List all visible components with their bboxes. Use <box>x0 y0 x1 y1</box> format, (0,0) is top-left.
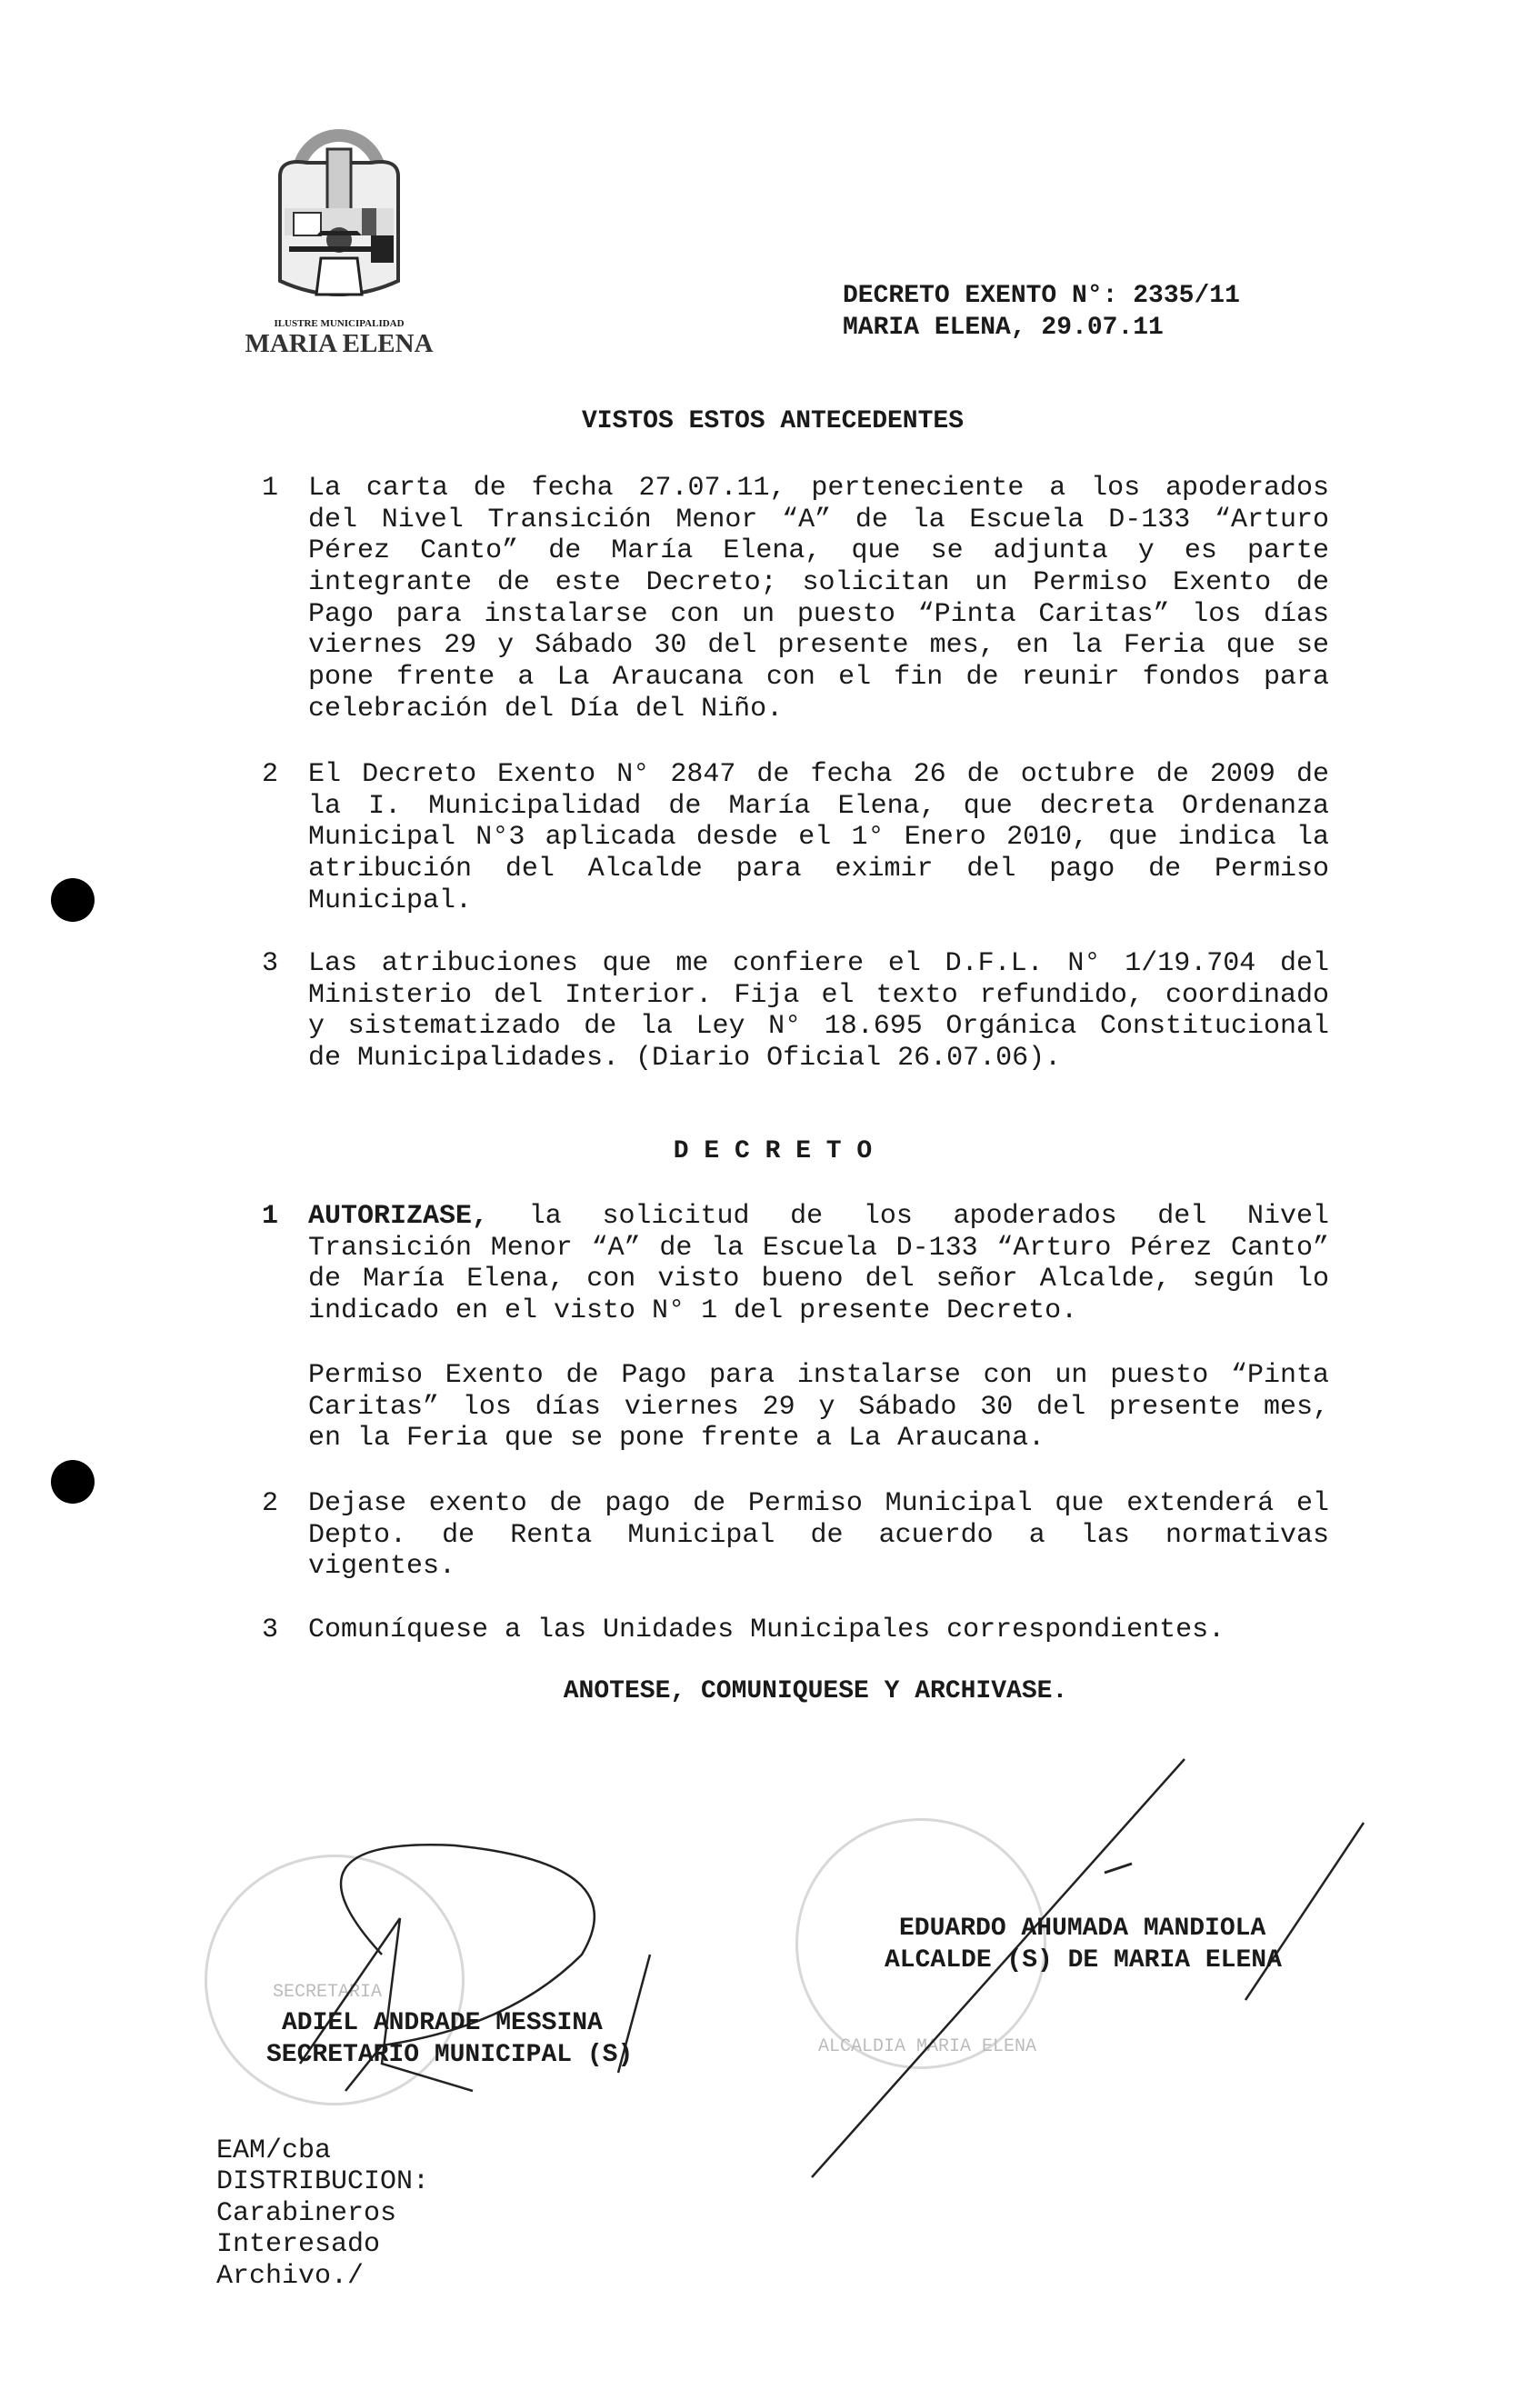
distribution-block <box>216 2135 429 2292</box>
closing-formula: ANOTESE, COMUNIQUESE Y ARCHIVASE. <box>563 1677 1068 1705</box>
text-line: integrante de este Decreto; solicitan un Permiso Exento de <box>308 567 1329 599</box>
item-number: 2 <box>262 759 279 790</box>
text-line: Pérez Canto” de María Elena, que se adjunta y es parte <box>308 535 1329 567</box>
item-number: 3 <box>262 1615 279 1645</box>
text-line: celebración del Día del Niño. <box>308 693 784 725</box>
item-number: 3 <box>262 948 279 979</box>
mayor-title: ALCALDE (S) DE MARIA ELENA <box>885 1946 1282 1975</box>
text-line: Transición Menor “A” de la Escuela D-133 “Arturo Pérez Canto” <box>308 1232 1329 1264</box>
recipient: Interesado <box>216 2229 381 2261</box>
text-line: La carta de fecha 27.07.11, perteneciente a los apoderados <box>308 473 1329 504</box>
recipient: Carabineros <box>216 2197 397 2229</box>
recipient: Archivo./ <box>216 2260 365 2292</box>
text-line: Dejase exento de pago de Permiso Municipal que extenderá el <box>308 1488 1329 1519</box>
text-line: la I. Municipalidad de María Elena, que decreta Ordenanza <box>308 790 1329 822</box>
logo-name: MARIA ELENA <box>245 329 434 358</box>
secretary-name: ADIEL ANDRADE MESSINA <box>282 2009 603 2037</box>
mayor-name: EDUARDO AHUMADA MANDIOLA <box>899 1915 1266 1943</box>
text-line: Permiso Exento de Pago para instalarse con un puesto “Pinta <box>308 1360 1329 1391</box>
initials: EAM/cba <box>216 2135 332 2166</box>
text-line: viernes 29 y Sábado 30 del presente mes, en la Feria que se <box>308 630 1329 662</box>
text-line: vigentes. <box>308 1551 456 1583</box>
text-line: Municipal N°3 aplicada desde el 1° Enero 2010, que indica la <box>308 822 1329 854</box>
authorize-keyword: AUTORIZASE, <box>308 1201 489 1232</box>
text-line: atribución del Alcalde para eximir del pago de Permiso <box>308 854 1329 885</box>
logo-subtitle: ILUSTRE MUNICIPALIDAD <box>274 318 405 329</box>
text-line: indicado en el visto N° 1 del presente Decreto. <box>308 1295 1078 1327</box>
item-number: 1 <box>262 473 279 504</box>
text-line: pone frente a La Araucana con el fin de reunir fondos para <box>308 662 1329 694</box>
text-line: Depto. de Renta Municipal de acuerdo a las normativas <box>308 1519 1329 1551</box>
text-line: y sistematizado de la Ley N° 18.695 Orgánica Constitucional <box>308 1011 1329 1043</box>
mayor-stamp-text: ALCALDIA MARIA ELENA <box>818 2036 1037 2057</box>
decree-number: DECRETO EXENTO N°: 2335/11 <box>843 282 1240 310</box>
text-line: de Municipalidades. (Diario Oficial 26.07.06). <box>308 1043 1062 1075</box>
text-line: Caritas” los días viernes 29 y Sábado 30 del presente mes, <box>308 1391 1329 1423</box>
distribution-label: DISTRIBUCION: <box>216 2166 430 2198</box>
secretary-stamp-text: SECRETARIA <box>273 1982 383 2003</box>
vistos-heading: VISTOS ESTOS ANTECEDENTES <box>581 407 965 435</box>
secretary-title: SECRETARIO MUNICIPAL (S) <box>266 2041 634 2069</box>
text-line: Las atribuciones que me confiere el D.F.L. N° 1/19.704 del <box>308 948 1329 979</box>
text-line: Pago para instalarse con un puesto “Pinta Caritas” los días <box>308 598 1329 630</box>
text-line: Comuníquese a las Unidades Municipales correspondientes. <box>308 1615 1225 1645</box>
text-line: del Nivel Transición Menor “A” de la Escuela D-133 “Arturo <box>308 504 1329 535</box>
decreto-heading: D E C R E T O <box>673 1137 873 1165</box>
item-number: 2 <box>262 1488 279 1519</box>
text-line: de María Elena, con visto bueno del señor Alcalde, según lo <box>308 1264 1329 1295</box>
text-line: Ministerio del Interior. Fija el texto refundido, coordinado <box>308 979 1329 1011</box>
item-number: 1 <box>262 1201 279 1232</box>
text-span: la solicitud de los apoderados del Nivel <box>488 1201 1329 1232</box>
text-line: El Decreto Exento N° 2847 de fecha 26 de octubre de 2009 de <box>308 759 1329 790</box>
text-line: en la Feria que se pone frente a La Araucana. <box>308 1423 1045 1455</box>
text-line: Municipal. <box>308 885 473 916</box>
place-date: MARIA ELENA, 29.07.11 <box>843 314 1164 342</box>
